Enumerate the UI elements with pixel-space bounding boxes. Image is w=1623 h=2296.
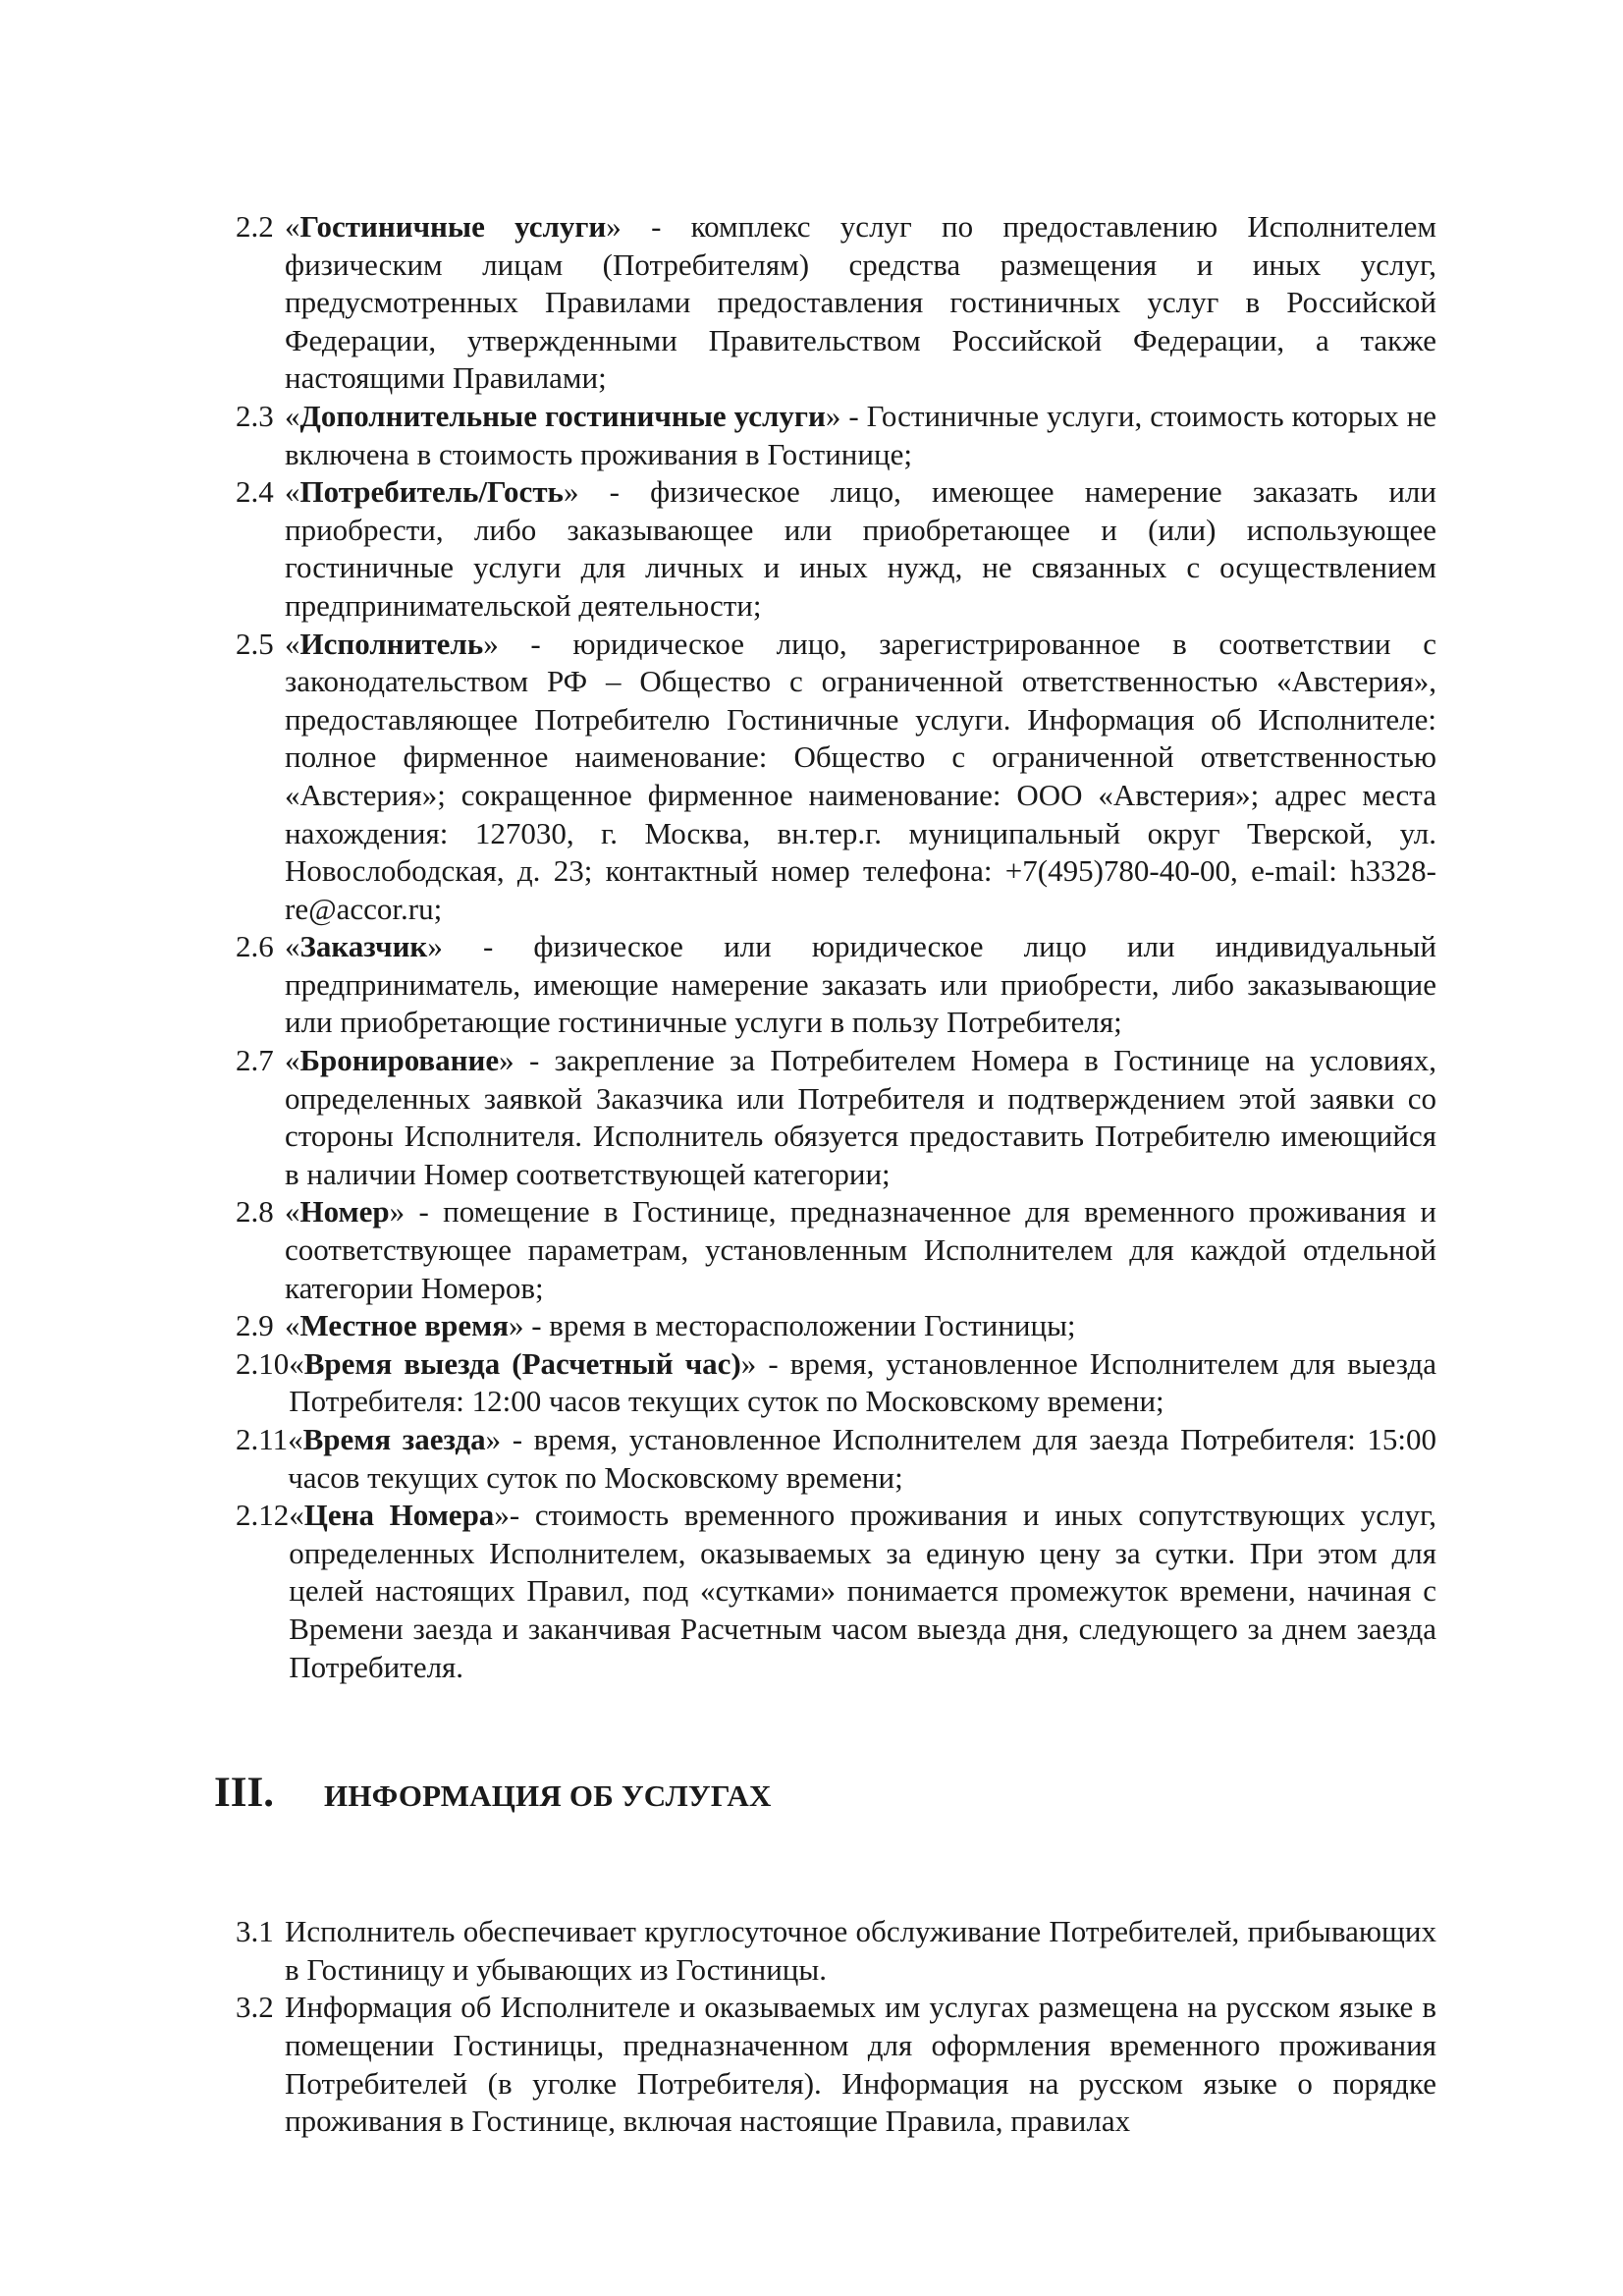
item-text: «Местное время» - время в месторасположении Гостиницы; (285, 1308, 1076, 1343)
item-text: «Время выезда (Расчетный час)» - время, установленное Исполнителем для выезда Потребителя: 12:00 часов текущих суток по Московскому времени; (289, 1345, 1436, 1419)
item-number: 3.1 (236, 1914, 274, 1949)
item-text: «Номер» - помещение в Гостинице, предназначенное для временного проживания и соответствующее параметрам, установленным Исполнителем для каждой отдельной категории Номеров; (285, 1194, 1436, 1305)
item-text: «Цена Номера»- стоимость временного проживания и иных сопутствующих услуг, определенных Исполнителем, оказываемых за единую цену за сутки. При этом для целей настоящих Правил, под «сутками» понимается промежуток времени, начиная с Времени заезда и заканчивая Расчетным часом выезда дня, следующего за днем заезда Потребителя. (289, 1498, 1436, 1684)
item-number: 2.2 (236, 209, 274, 244)
section-items (236, 1913, 1436, 2141)
list-item (236, 1989, 1436, 2140)
item-number: 2.3 (236, 398, 274, 433)
defined-term: Дополнительные гостиничные услуги (299, 398, 826, 433)
list-item (236, 626, 1436, 929)
item-text: «Гостиничные услуги» - комплекс услуг по предоставлению Исполнителем физическим лицам (Потребителям) средства размещения и иных услуг, предусмотренных Правилами предоставления гостиничных услуг в Российской Федерации, утвержденными Правительством Российской Федерации, а также настоящими Правилами; (285, 209, 1437, 396)
item-number: 2.5 (236, 626, 274, 661)
item-number: 2.8 (236, 1194, 274, 1230)
item-number: 2.12 (236, 1498, 290, 1533)
defined-term: Потребитель/Гость (299, 474, 564, 510)
list-item (236, 1497, 1436, 1686)
item-number: 2.9 (236, 1308, 274, 1343)
defined-term: Время заезда (302, 1422, 486, 1456)
list-item (236, 928, 1436, 1042)
list-item (236, 1042, 1436, 1193)
defined-term: Бронирование (299, 1043, 500, 1078)
section-heading (214, 1769, 1436, 1817)
item-text: «Дополнительные гостиничные услуги» - Гостиничные услуги, стоимость которых не включена в стоимость проживания в Гостинице; (285, 398, 1436, 471)
defined-term: Время выезда (Расчетный час) (303, 1345, 741, 1381)
defined-term: Номер (299, 1194, 390, 1230)
list-item (236, 208, 1436, 398)
item-number: 2.6 (236, 929, 274, 964)
item-number: 2.7 (236, 1043, 274, 1078)
section-number: III. (214, 1770, 274, 1817)
item-text: «Исполнитель» - юридическое лицо, зарегистрированное в соответствии с законодательством РФ – Общество с ограниченной ответственностью «Австерия», предоставляющее Потребителю Гостиничные услуги. Информация об Исполнителе: полное фирменное наименование: Общество с ограниченной ответственностью «Австерия»; сокращенное фирменное наименование: ООО «Австерия»; адрес места нахождения: 127030, г. Москва, вн.тер.г. муниципальный округ Тверской, ул. Новослободская, д. 23; контактный номер телефона: +7(495)780-40-00, e-mail: h3328-re@accor.ru; (285, 626, 1436, 926)
list-item (236, 1193, 1436, 1307)
item-number: 2.10 (236, 1345, 290, 1381)
item-number: 2.4 (236, 474, 274, 510)
list-item (236, 1345, 1436, 1421)
item-text: «Время заезда» - время, установленное Исполнителем для заезда Потребителя: 15:00 часов текущих суток по Московскому времени; (288, 1422, 1436, 1495)
section-title: ИНФОРМАЦИЯ ОБ УСЛУГАХ (324, 1778, 772, 1814)
item-number: 3.2 (236, 1990, 274, 2025)
item-text: «Заказчик» - физическое или юридическое лицо или индивидуальный предприниматель, имеющие намерение заказать или приобрести, либо заказывающие или приобретающие гостиничные услуги в пользу Потребителя; (285, 929, 1436, 1040)
list-item (236, 473, 1436, 625)
item-text: Исполнитель обеспечивает круглосуточное обслуживание Потребителей, прибывающих в Гостиницу и убывающих из Гостиницы. (285, 1914, 1436, 1987)
list-item (236, 1913, 1436, 1989)
item-text: «Потребитель/Гость» - физическое лицо, имеющее намерение заказать или приобрести, либо заказывающее или приобретающее и (или) использующее гостиничные услуги для личных и иных нужд, не связанных с осуществлением предпринимательской деятельности; (285, 474, 1436, 623)
definitions-list (236, 208, 1436, 1686)
defined-term: Исполнитель (299, 626, 484, 661)
item-number: 2.11 (236, 1422, 289, 1456)
item-text: «Бронирование» - закрепление за Потребителем Номера в Гостинице на условиях, определенных заявкой Заказчика или Потребителя и подтверждением этой заявки со стороны Исполнителя. Исполнитель обязуется предоставить Потребителю имеющийся в наличии Номер соответствующей категории; (285, 1043, 1436, 1191)
list-item (236, 1421, 1436, 1497)
list-item (236, 398, 1436, 473)
defined-term: Цена Номера (303, 1498, 495, 1533)
defined-term: Местное время (299, 1308, 509, 1343)
list-item (236, 1307, 1436, 1345)
item-text: Информация об Исполнителе и оказываемых им услугах размещена на русском языке в помещении Гостиницы, предназначенном для оформления временного проживания Потребителей (в уголке Потребителя). Информация на русском языке о порядке проживания в Гостинице, включая настоящие Правила, правилах (285, 1990, 1436, 2139)
defined-term: Гостиничные услуги (299, 209, 607, 244)
defined-term: Заказчик (299, 929, 428, 964)
